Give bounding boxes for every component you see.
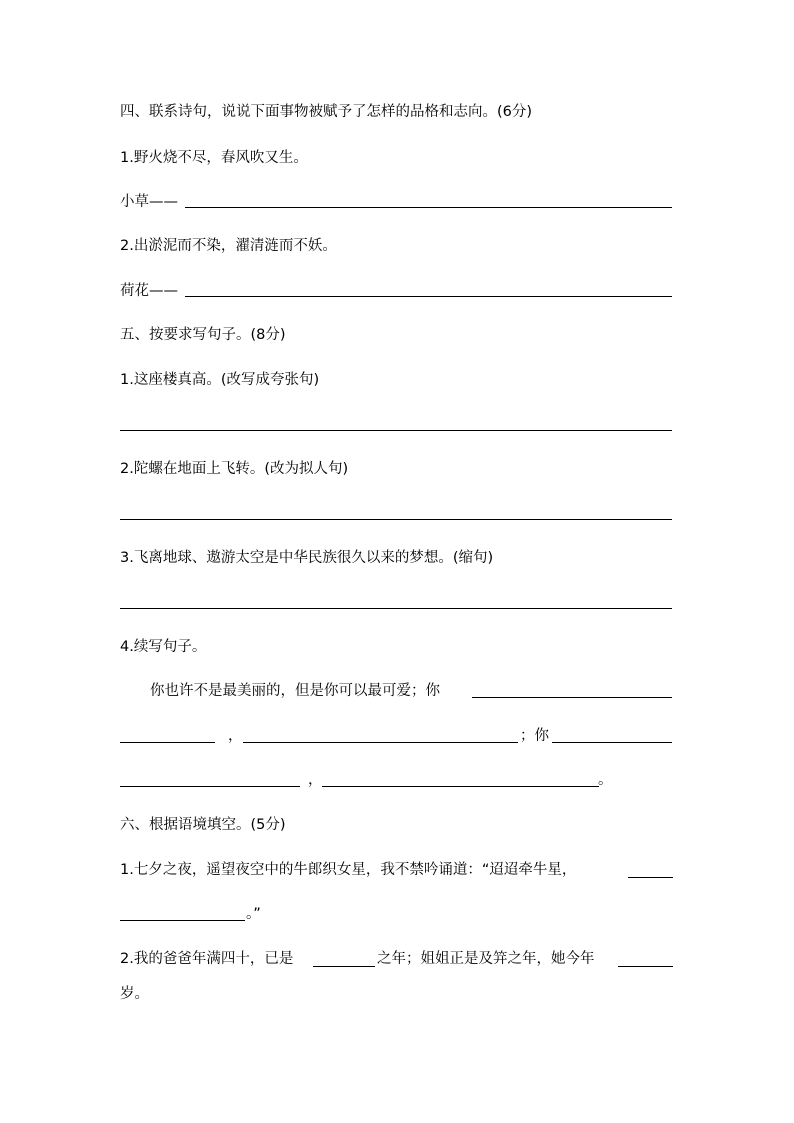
poem-end-quote: 。” <box>246 906 261 922</box>
section4-answer-2-row <box>120 281 680 301</box>
continue-semicolon-you: ；你 <box>520 728 549 744</box>
section4-question-2: 2.出淤泥而不染，濯清涟而不妖。 <box>120 238 337 254</box>
answer-line-lotus[interactable] <box>185 296 672 297</box>
answer-line-q1[interactable] <box>120 430 672 431</box>
poem-blank-1[interactable] <box>628 877 673 878</box>
continue-blank-2[interactable] <box>120 742 215 743</box>
section6-question-2-part1: 2.我的爸爸年满四十，已是 <box>120 951 294 967</box>
continue-sentence-prompt: 你也许不是最美丽的，但是你可以最可爱；你 <box>150 683 440 699</box>
continue-blank-3[interactable] <box>243 742 518 743</box>
section4-question-1: 1.野火烧不尽，春风吹又生。 <box>120 150 308 166</box>
age-blank-2[interactable] <box>618 966 673 967</box>
continue-period: 。 <box>598 772 613 788</box>
section6-heading: 六、根据语境填空。(5分) <box>120 817 286 833</box>
section6-question-1: 1.七夕之夜，遥望夜空中的牛郎织女星，我不禁吟诵道：“迢迢牵牛星， <box>120 862 577 878</box>
section4-answer-1-row <box>120 192 680 212</box>
section5-question-4: 4.续写句子。 <box>120 639 207 655</box>
age-blank-1[interactable] <box>313 966 375 967</box>
section6-question-2-part2: 之年；姐姐正是及笄之年，她今年 <box>377 951 595 967</box>
answer-label-lotus: 荷花—— <box>120 283 178 299</box>
continue-comma-2: ， <box>308 772 323 788</box>
continue-blank-4[interactable] <box>552 742 672 743</box>
section5-question-2: 2.陀螺在地面上飞转。(改为拟人句) <box>120 461 349 477</box>
answer-line-q2[interactable] <box>120 519 672 520</box>
continue-blank-1[interactable] <box>472 697 672 698</box>
section5-heading: 五、按要求写句子。(8分) <box>120 327 286 343</box>
answer-label-grass: 小草—— <box>120 194 178 210</box>
continue-blank-5[interactable] <box>120 786 300 787</box>
section5-question-1: 1.这座楼真高。(改写成夸张句) <box>120 372 320 388</box>
continue-comma-1: ， <box>228 728 243 744</box>
section6-question-2-part3: 岁。 <box>120 986 149 1002</box>
answer-line-grass[interactable] <box>185 207 672 208</box>
poem-blank-2[interactable] <box>120 920 245 921</box>
section5-question-3: 3.飞离地球、遨游太空是中华民族很久以来的梦想。(缩句) <box>120 550 494 566</box>
continue-blank-6[interactable] <box>322 786 599 787</box>
answer-line-q3[interactable] <box>120 608 672 609</box>
section4-heading: 四、联系诗句，说说下面事物被赋予了怎样的品格和志向。(6分) <box>120 104 533 120</box>
